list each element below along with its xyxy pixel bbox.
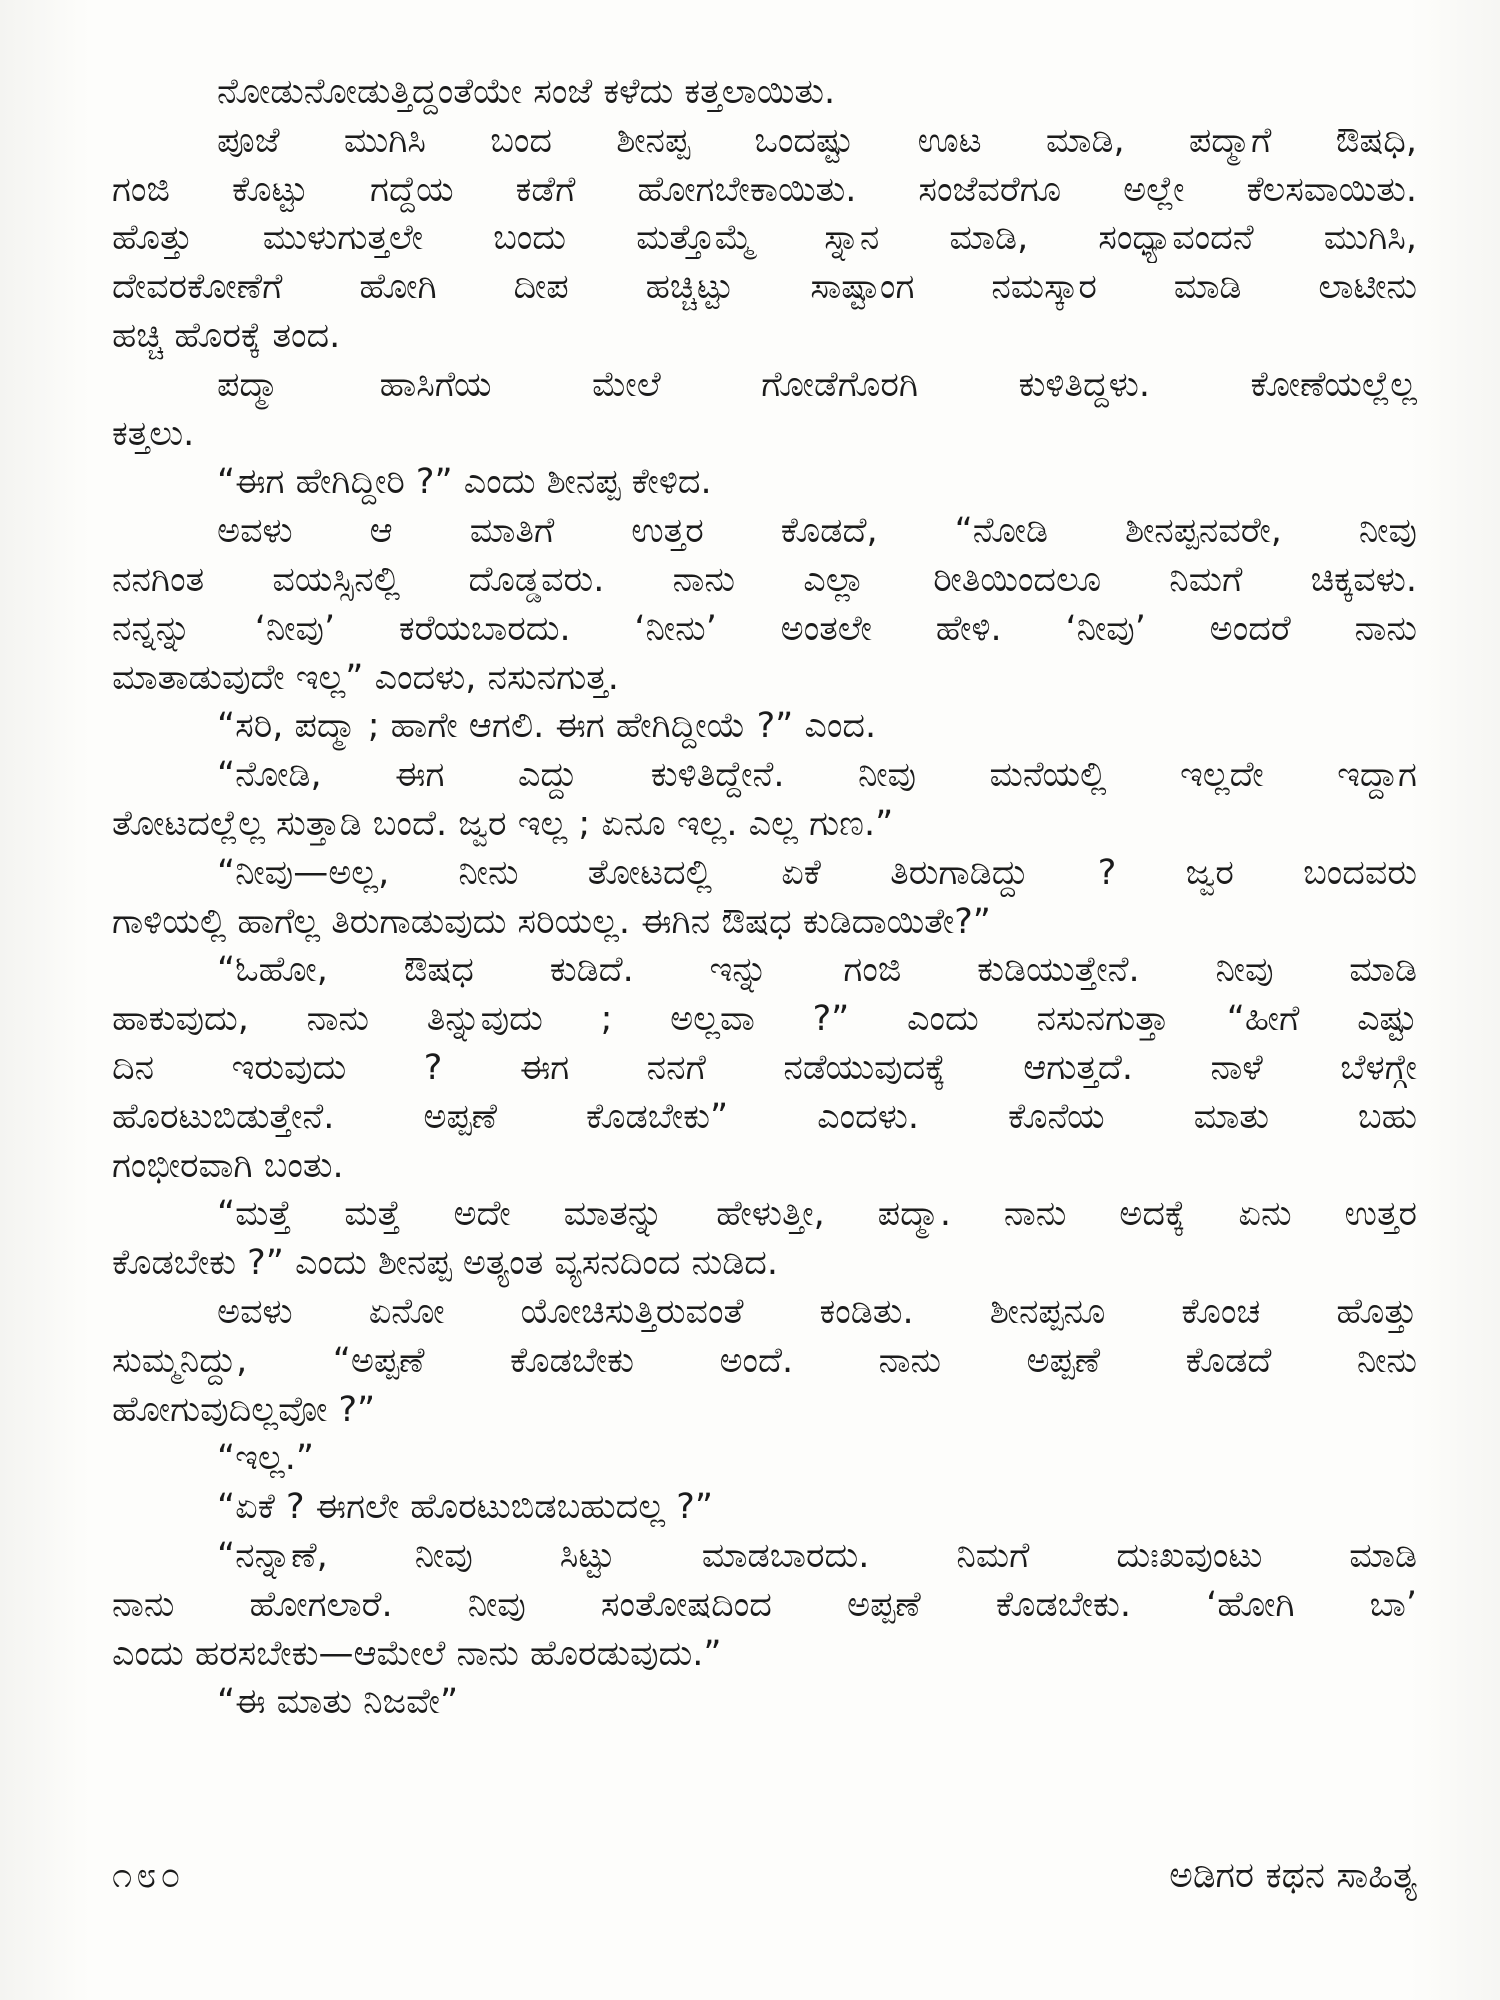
text-line: “ಓಹೋ, ಔಷಧ ಕುಡಿದೆ. ಇನ್ನು ಗಂಜಿ ಕುಡಿಯುತ್ತೇನೆ. ನೀವು ಮಾಡಿ <box>217 950 1417 991</box>
text-line: ಗಂಜಿ ಕೊಟ್ಟು ಗದ್ದೆಯ ಕಡೆಗೆ ಹೋಗಬೇಕಾಯಿತು. ಸಂಜೆವರೆಗೂ ಅಲ್ಲೇ ಕೆಲಸವಾಯಿತು. <box>112 169 1417 210</box>
running-title: ಅಡಿಗರ ಕಥನ ಸಾಹಿತ್ಯ <box>1169 1855 1417 1896</box>
text-line: ಅವಳು ಏನೋ ಯೋಚಿಸುತ್ತಿರುವಂತೆ ಕಂಡಿತು. ಶೀನಪ್ಪನೂ ಕೊಂಚ ಹೊತ್ತು <box>217 1291 1417 1332</box>
text-line: “ಸರಿ, ಪದ್ಮಾ ; ಹಾಗೇ ಆಗಲಿ. ಈಗ ಹೇಗಿದ್ದೀಯೆ ?” ಎಂದ. <box>217 706 877 747</box>
text-line: ದೇವರಕೋಣೆಗೆ ಹೋಗಿ ದೀಪ ಹಚ್ಚಿಟ್ಟು ಸಾಷ್ಟಾಂಗ ನಮಸ್ಕಾರ ಮಾಡಿ ಲಾಟೀನು <box>112 267 1417 308</box>
text-line: “ಈಗ ಹೇಗಿದ್ದೀರಿ ?” ಎಂದು ಶೀನಪ್ಪ ಕೇಳಿದ. <box>217 462 712 503</box>
body-text <box>112 68 1417 1727</box>
text-line: ಹೊರಟುಬಿಡುತ್ತೇನೆ. ಅಪ್ಪಣೆ ಕೊಡಬೇಕು” ಎಂದಳು. ಕೊನೆಯ ಮಾತು ಬಹು <box>112 1096 1417 1137</box>
text-line: ದಿನ ಇರುವುದು ? ಈಗ ನನಗೆ ನಡೆಯುವುದಕ್ಕೆ ಆಗುತ್ತದೆ. ನಾಳೆ ಬೆಳಗ್ಗೇ <box>112 1047 1417 1088</box>
text-line: ಹೊತ್ತು ಮುಳುಗುತ್ತಲೇ ಬಂದು ಮತ್ತೊಮ್ಮೆ ಸ್ನಾನ ಮಾಡಿ, ಸಂಧ್ಯಾವಂದನೆ ಮುಗಿಸಿ, <box>112 218 1417 259</box>
page-footer <box>112 1855 1417 1915</box>
text-line: ಅವಳು ಆ ಮಾತಿಗೆ ಉತ್ತರ ಕೊಡದೆ, “ನೋಡಿ ಶೀನಪ್ಪನವರೇ, ನೀವು <box>217 511 1417 552</box>
text-line: ನಾನು ಹೋಗಲಾರೆ. ನೀವು ಸಂತೋಷದಿಂದ ಅಪ್ಪಣೆ ಕೊಡಬೇಕು. ‘ಹೋಗಿ ಬಾ’ <box>112 1584 1417 1625</box>
text-line: ಗಾಳಿಯಲ್ಲಿ ಹಾಗೆಲ್ಲ ತಿರುಗಾಡುವುದು ಸರಿಯಲ್ಲ. ಈಗಿನ ಔಷಧ ಕುಡಿದಾಯಿತೇ?” <box>112 901 991 942</box>
text-line: ಪೂಜೆ ಮುಗಿಸಿ ಬಂದ ಶೀನಪ್ಪ ಒಂದಷ್ಟು ಊಟ ಮಾಡಿ, ಪದ್ಮಾಗೆ ಔಷಧಿ, <box>217 120 1417 161</box>
text-line: “ಏಕೆ ? ಈಗಲೇ ಹೊರಟುಬಿಡಬಹುದಲ್ಲ ?” <box>217 1487 713 1528</box>
text-line: ಕೊಡಬೇಕು ?” ಎಂದು ಶೀನಪ್ಪ ಅತ್ಯಂತ ವ್ಯಸನದಿಂದ ನುಡಿದ. <box>112 1243 779 1284</box>
text-line: ಮಾತಾಡುವುದೇ ಇಲ್ಲ” ಎಂದಳು, ನಸುನಗುತ್ತ. <box>112 657 619 698</box>
text-line: ನನ್ನನ್ನು ‘ನೀವು’ ಕರೆಯಬಾರದು. ‘ನೀನು’ ಅಂತಲೇ ಹೇಳಿ. ‘ನೀವು’ ಅಂದರೆ ನಾನು <box>112 608 1417 649</box>
text-line: “ಈ ಮಾತು ನಿಜವೇ” <box>217 1682 459 1723</box>
text-line: ಹಾಕುವುದು, ನಾನು ತಿನ್ನುವುದು ; ಅಲ್ಲವಾ ?” ಎಂದು ನಸುನಗುತ್ತಾ “ಹೀಗೆ ಎಷ್ಟು <box>112 999 1417 1040</box>
text-line: “ನೋಡಿ, ಈಗ ಎದ್ದು ಕುಳಿತಿದ್ದೇನೆ. ನೀವು ಮನೆಯಲ್ಲಿ ಇಲ್ಲದೇ ಇದ್ದಾಗ <box>217 755 1417 796</box>
text-line: ಸುಮ್ಮನಿದ್ದು, “ಅಪ್ಪಣೆ ಕೊಡಬೇಕು ಅಂದೆ. ನಾನು ಅಪ್ಪಣೆ ಕೊಡದೆ ನೀನು <box>112 1340 1417 1381</box>
text-line: “ನನ್ನಾಣೆ, ನೀವು ಸಿಟ್ಟು ಮಾಡಬಾರದು. ನಿಮಗೆ ದುಃಖವುಂಟು ಮಾಡಿ <box>217 1535 1417 1576</box>
text-line: ಎಂದು ಹರಸಬೇಕು—ಆಮೇಲೆ ನಾನು ಹೊರಡುವುದು.” <box>112 1633 722 1674</box>
text-line: ಪದ್ಮಾ ಹಾಸಿಗೆಯ ಮೇಲೆ ಗೋಡೆಗೊರಗಿ ಕುಳಿತಿದ್ದಳು. ಕೋಣೆಯಲ್ಲೆಲ್ಲ <box>217 364 1417 405</box>
text-line: ಹಚ್ಚಿ ಹೊರಕ್ಕೆ ತಂದ. <box>112 315 341 356</box>
page-number: ೧೮೦ <box>112 1855 185 1896</box>
text-line: ನೋಡುನೋಡುತ್ತಿದ್ದಂತೆಯೇ ಸಂಜೆ ಕಳೆದು ಕತ್ತಲಾಯಿತು. <box>217 72 836 112</box>
text-line: ಗಂಭೀರವಾಗಿ ಬಂತು. <box>112 1145 344 1186</box>
text-line: ತೋಟದಲ್ಲೆಲ್ಲ ಸುತ್ತಾಡಿ ಬಂದೆ. ಜ್ವರ ಇಲ್ಲ ; ಏನೂ ಇಲ್ಲ. ಎಲ್ಲ ಗುಣ.” <box>112 803 894 844</box>
text-line: ಹೋಗುವುದಿಲ್ಲವೋ ?” <box>112 1389 376 1430</box>
text-line: “ಇಲ್ಲ.” <box>217 1438 314 1479</box>
text-line: “ನೀವು—ಅಲ್ಲ, ನೀನು ತೋಟದಲ್ಲಿ ಏಕೆ ತಿರುಗಾಡಿದ್ದು ? ಜ್ವರ ಬಂದವರು <box>217 852 1417 893</box>
text-line: “ಮತ್ತೆ ಮತ್ತೆ ಅದೇ ಮಾತನ್ನು ಹೇಳುತ್ತೀ, ಪದ್ಮಾ. ನಾನು ಅದಕ್ಕೆ ಏನು ಉತ್ತರ <box>217 1194 1417 1235</box>
text-line: ಕತ್ತಲು. <box>112 413 195 454</box>
text-line: ನನಗಿಂತ ವಯಸ್ಸಿನಲ್ಲಿ ದೊಡ್ಡವರು. ನಾನು ಎಲ್ಲಾ ರೀತಿಯಿಂದಲೂ ನಿಮಗೆ ಚಿಕ್ಕವಳು. <box>112 559 1417 600</box>
